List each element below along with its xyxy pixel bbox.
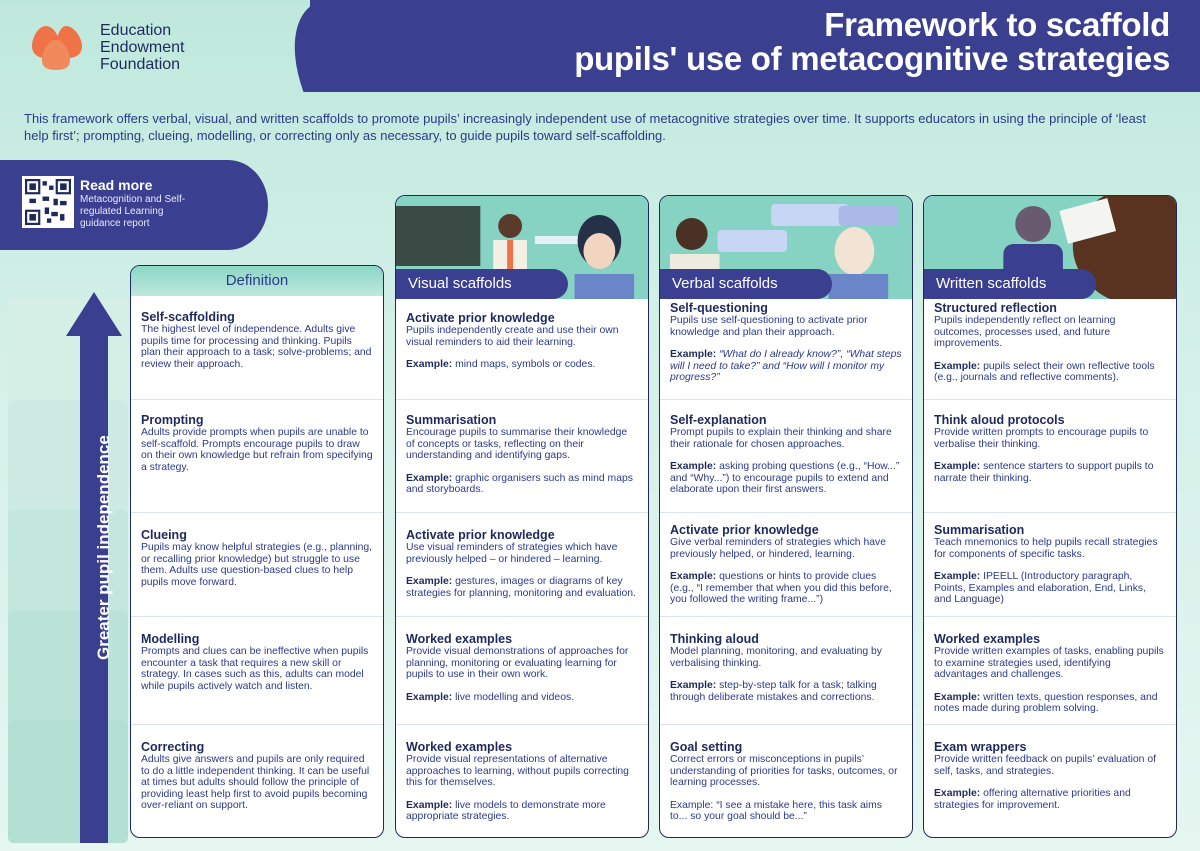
arrow-label: Greater pupil independence bbox=[94, 435, 113, 660]
read-more-subtitle: Metacognition and Self-regulated Learning guidance report bbox=[80, 194, 186, 229]
intro-text: This framework offers verbal, visual, and written scaffolds to promote pupils’ increasingly independent use of metacognitive strategies over time. It supports educators in using the principle of ‘least help first’; prompting, clueing, modelling, or correcting only as necessary, to guide pupils toward self-scaffolding. bbox=[24, 111, 1146, 143]
visual-column bbox=[395, 195, 649, 838]
row-example: Example: live modelling and videos. bbox=[406, 691, 575, 703]
row-example: Example: gestures, images or diagrams of key strategies for planning, monitoring and evaluation. bbox=[406, 576, 636, 599]
definition-column bbox=[130, 265, 384, 838]
eef-logo-icon bbox=[26, 22, 90, 72]
row-divider bbox=[131, 724, 383, 725]
verbal-row bbox=[660, 413, 912, 496]
row-example: Example: pupils select their own reflective tools (e.g., journals and reflective comments). bbox=[934, 360, 1155, 384]
definition-row bbox=[131, 740, 383, 812]
written-row bbox=[924, 301, 1176, 384]
row-divider bbox=[924, 399, 1176, 400]
logo-line3: Foundation bbox=[100, 56, 181, 73]
written-row bbox=[924, 632, 1176, 715]
qr-code-icon[interactable] bbox=[22, 176, 74, 228]
row-title: Correcting bbox=[141, 740, 205, 754]
row-body: Use visual reminders of strategies which have previously helped – or hindered – learning. bbox=[406, 542, 618, 565]
row-example: Example: questions or hints to provide clues (e.g., “I remember that when you did this before, you followed the writing frame...”) bbox=[670, 571, 892, 606]
logo-line1: Education bbox=[100, 22, 172, 39]
read-more-title[interactable]: Read more bbox=[80, 177, 153, 193]
row-divider bbox=[131, 399, 383, 400]
visual-row bbox=[396, 311, 648, 371]
row-example: Example: asking probing questions (e.g., “How...” and “Why...”) to encourage pupils to extend and elaborate upon their first answers. bbox=[670, 461, 900, 496]
row-body: Teach mnemonics to help pupils recall strategies for components of specific tasks. bbox=[934, 537, 1158, 560]
row-body: The highest level of independence. Adults give pupils time for processing and thinking. Pupils plan their approach to a task; solve-problems; and review their approach. bbox=[141, 324, 372, 370]
row-body: Provide written feedback on pupils’ evaluation of self, tasks, and strategies. bbox=[934, 754, 1156, 777]
row-divider bbox=[396, 512, 648, 513]
written-header: Written scaffolds bbox=[924, 269, 1096, 299]
row-example: Example: written texts, question responses, and notes made during problem solving. bbox=[934, 691, 1158, 715]
row-divider bbox=[924, 724, 1176, 725]
row-body: Adults provide prompts when pupils are unable to self-scaffold. Prompts encourage pupils to draw on their own knowledge but refrain from specifying a strategy. bbox=[141, 427, 373, 473]
logo-text bbox=[100, 22, 185, 73]
visual-row bbox=[396, 528, 648, 599]
row-title: Prompting bbox=[141, 413, 204, 427]
verbal-row bbox=[660, 632, 912, 703]
row-title: Activate prior knowledge bbox=[406, 311, 555, 325]
row-example: Example: offering alternative priorities and strategies for improvement. bbox=[934, 788, 1131, 811]
row-body: Model planning, monitoring, and evaluating by verbalising thinking. bbox=[670, 646, 882, 669]
definition-header: Definition bbox=[131, 266, 383, 296]
row-title: Summarisation bbox=[406, 413, 497, 427]
row-body: Provide visual demonstrations of approaches for planning, monitoring or evaluating learning for pupils to use in their own work. bbox=[406, 646, 629, 681]
row-title: Modelling bbox=[141, 632, 200, 646]
row-divider bbox=[660, 724, 912, 725]
header-band bbox=[310, 0, 1200, 92]
row-divider bbox=[924, 512, 1176, 513]
written-row bbox=[924, 413, 1176, 484]
verbal-row bbox=[660, 740, 912, 823]
row-body: Encourage pupils to summarise their knowledge of concepts or tasks, reflecting on their understanding and identifying gaps. bbox=[406, 427, 628, 462]
row-divider bbox=[396, 399, 648, 400]
verbal-row bbox=[660, 301, 912, 384]
row-example: Example: IPEELL (Introductory paragraph, Points, Examples and elaboration, End, Links, and Language) bbox=[934, 571, 1146, 606]
row-title: Activate prior knowledge bbox=[406, 528, 555, 542]
row-title: Self-scaffolding bbox=[141, 310, 235, 324]
row-example: Example: mind maps, symbols or codes. bbox=[406, 359, 596, 371]
row-body: Pupils independently create and use their own visual reminders to aid their learning. bbox=[406, 325, 619, 348]
row-divider bbox=[660, 616, 912, 617]
row-title: Self-questioning bbox=[670, 301, 768, 315]
row-title: Worked examples bbox=[406, 632, 513, 646]
row-title: Exam wrappers bbox=[934, 740, 1027, 754]
row-title: Worked examples bbox=[406, 740, 513, 754]
row-body: Provide written prompts to encourage pupils to verbalise their thinking. bbox=[934, 427, 1149, 450]
row-body: Provide visual representations of alternative approaches to learning, without pupils correcting this for themselves. bbox=[406, 754, 629, 789]
definition-row bbox=[131, 632, 383, 692]
page-title-line1: Framework to scaffold bbox=[824, 6, 1170, 43]
row-divider bbox=[131, 512, 383, 513]
row-title: Goal setting bbox=[670, 740, 743, 754]
logo-line2: Endowment bbox=[100, 39, 185, 56]
row-body: Adults give answers and pupils are only required to do a little independent thinking. It can be useful at times but adults should follow the principle of providing least help first to avoid pupils becoming over-reliant on support. bbox=[141, 754, 370, 812]
row-divider bbox=[396, 616, 648, 617]
row-divider bbox=[660, 399, 912, 400]
row-body: Provide written examples of tasks, enabling pupils to examine strategies used, identifying advantages and challenges. bbox=[934, 646, 1164, 681]
page-title-line2: pupils' use of metacognitive strategies bbox=[574, 40, 1170, 77]
row-body: Prompt pupils to explain their thinking and share their rationale for chosen approaches. bbox=[670, 427, 892, 450]
row-title: Summarisation bbox=[934, 523, 1025, 537]
verbal-header: Verbal scaffolds bbox=[660, 269, 832, 299]
row-title: Structured reflection bbox=[934, 301, 1057, 315]
verbal-row bbox=[660, 523, 912, 606]
row-title: Think aloud protocols bbox=[934, 413, 1065, 427]
row-body: Correct errors or misconceptions in pupils’ understanding of priorities for tasks, outcomes, or learning processes. bbox=[670, 754, 898, 789]
row-body: Pupils independently reflect on learning outcomes, processes used, and future improvements. bbox=[934, 315, 1116, 350]
row-example: Example: graphic organisers such as mind maps and storyboards. bbox=[406, 472, 633, 496]
row-title: Thinking aloud bbox=[670, 632, 759, 646]
row-body: Give verbal reminders of strategies which have previously helped, or hindered, learning. bbox=[670, 537, 886, 560]
definition-row bbox=[131, 528, 383, 588]
row-example: Example: sentence starters to support pupils to narrate their thinking. bbox=[934, 461, 1154, 484]
row-title: Activate prior knowledge bbox=[670, 523, 819, 537]
row-example: Example: live models to demonstrate more appropriate strategies. bbox=[406, 799, 606, 823]
written-row bbox=[924, 523, 1176, 606]
verbal-column bbox=[659, 195, 913, 838]
written-column bbox=[923, 195, 1177, 838]
visual-row bbox=[396, 740, 648, 823]
row-example: Example: “What do I already know?”, “What steps will I need to take?” and “How will I monitor my progress?” bbox=[670, 349, 902, 384]
row-divider bbox=[924, 616, 1176, 617]
visual-row bbox=[396, 632, 648, 703]
row-body: Pupils may know helpful strategies (e.g., planning, or recalling prior knowledge) but struggle to use them. Adults use question-based clues to help pupils move forward. bbox=[141, 542, 373, 588]
definition-row bbox=[131, 413, 383, 473]
read-more-panel[interactable] bbox=[0, 160, 268, 250]
row-body: Pupils use self-questioning to activate prior knowledge and plan their approach. bbox=[670, 315, 868, 338]
row-divider bbox=[131, 616, 383, 617]
row-title: Self-explanation bbox=[670, 413, 767, 427]
written-row bbox=[924, 740, 1176, 811]
definition-row bbox=[131, 310, 383, 370]
visual-header: Visual scaffolds bbox=[396, 269, 568, 299]
row-body: Prompts and clues can be ineffective when pupils encounter a task that requires a new skill or strategy. In cases such as this, adults can model while pupils actively watch and listen. bbox=[141, 646, 369, 692]
row-divider bbox=[660, 512, 912, 513]
row-example: Example: step-by-step talk for a task; talking through deliberate mistakes and corrections. bbox=[670, 680, 877, 703]
row-title: Worked examples bbox=[934, 632, 1041, 646]
row-example: Example: “I see a mistake here, this task aims to... so your goal should be...” bbox=[670, 799, 882, 823]
row-divider bbox=[396, 724, 648, 725]
visual-row bbox=[396, 413, 648, 496]
row-title: Clueing bbox=[141, 528, 187, 542]
